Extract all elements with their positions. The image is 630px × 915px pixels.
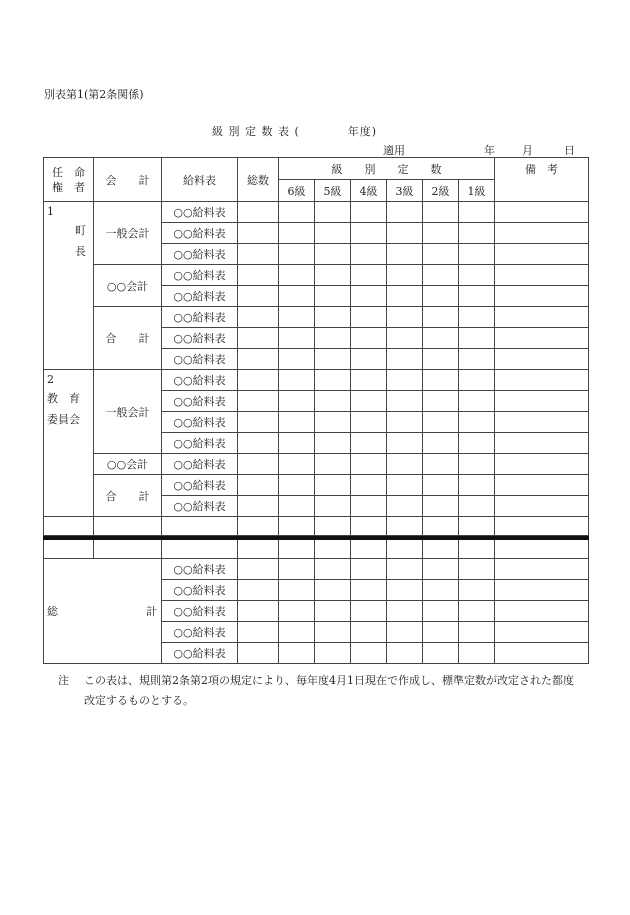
salary-table-cell: ○○給料表	[162, 412, 238, 433]
grand-total-label: 総 計	[44, 559, 162, 664]
grade-quota-table	[43, 157, 589, 664]
account-other: ○○会計	[94, 265, 162, 307]
account-header: 会 計	[94, 158, 162, 202]
grade-3-header: 3級	[387, 180, 423, 202]
table-row	[44, 265, 589, 286]
appointer-header: 任 命 権 者	[44, 158, 94, 202]
account-other: ○○会計	[94, 454, 162, 475]
account-general: 一般会計	[94, 202, 162, 265]
grade-2-header: 2級	[423, 180, 459, 202]
salary-table-header: 給料表	[162, 158, 238, 202]
salary-table-cell: ○○給料表	[162, 370, 238, 391]
account-sum: 合 計	[94, 307, 162, 370]
table-row	[44, 475, 589, 496]
footnote-mark: 注	[58, 674, 69, 687]
salary-table-cell: ○○給料表	[162, 202, 238, 223]
appointer-board: 2 教 育 委員会	[44, 370, 94, 517]
footnote-text: この表は、規則第2条第2項の規定により、毎年度4月1日現在で作成し、標準定数が改定された都度改定するものとする。	[84, 674, 574, 707]
blank-row	[44, 517, 589, 536]
date-day-label: 日	[564, 144, 575, 157]
table-row	[44, 454, 589, 475]
table-row	[44, 307, 589, 328]
table-title: 級 別 定 数 表 ( 年度)	[212, 125, 378, 138]
table-row	[44, 202, 589, 223]
appointer-town: 1 町 長	[44, 202, 94, 370]
grade-4-header: 4級	[351, 180, 387, 202]
table-row	[44, 370, 589, 391]
grade-6-header: 6級	[279, 180, 315, 202]
salary-table-cell: ○○給料表	[162, 643, 238, 664]
salary-table-cell: ○○給料表	[162, 454, 238, 475]
account-general: 一般会計	[94, 370, 162, 454]
grade-5-header: 5級	[315, 180, 351, 202]
grade-1-header: 1級	[459, 180, 495, 202]
remarks-header: 備 考	[495, 158, 589, 202]
salary-table-cell: ○○給料表	[162, 286, 238, 307]
salary-table-cell: ○○給料表	[162, 559, 238, 580]
total-header: 総数	[238, 158, 279, 202]
table-reference: 別表第1(第2条関係)	[44, 88, 144, 101]
date-month-label: 月	[522, 144, 533, 157]
salary-table-cell: ○○給料表	[162, 265, 238, 286]
table-row	[44, 559, 589, 580]
applied-label: 適用	[383, 144, 405, 157]
salary-table-cell: ○○給料表	[162, 328, 238, 349]
salary-table-cell: ○○給料表	[162, 580, 238, 601]
salary-table-cell: ○○給料表	[162, 601, 238, 622]
salary-table-cell: ○○給料表	[162, 223, 238, 244]
salary-table-cell: ○○給料表	[162, 433, 238, 454]
header-row	[44, 158, 589, 180]
account-sum: 合 計	[94, 475, 162, 517]
salary-table-cell: ○○給料表	[162, 475, 238, 496]
salary-table-cell: ○○給料表	[162, 496, 238, 517]
blank-row	[44, 540, 589, 559]
grade-quota-header: 級 別 定 数	[279, 158, 495, 180]
salary-table-cell: ○○給料表	[162, 349, 238, 370]
salary-table-cell: ○○給料表	[162, 391, 238, 412]
salary-table-cell: ○○給料表	[162, 622, 238, 643]
salary-table-cell: ○○給料表	[162, 307, 238, 328]
date-year-label: 年	[484, 144, 495, 157]
salary-table-cell: ○○給料表	[162, 244, 238, 265]
